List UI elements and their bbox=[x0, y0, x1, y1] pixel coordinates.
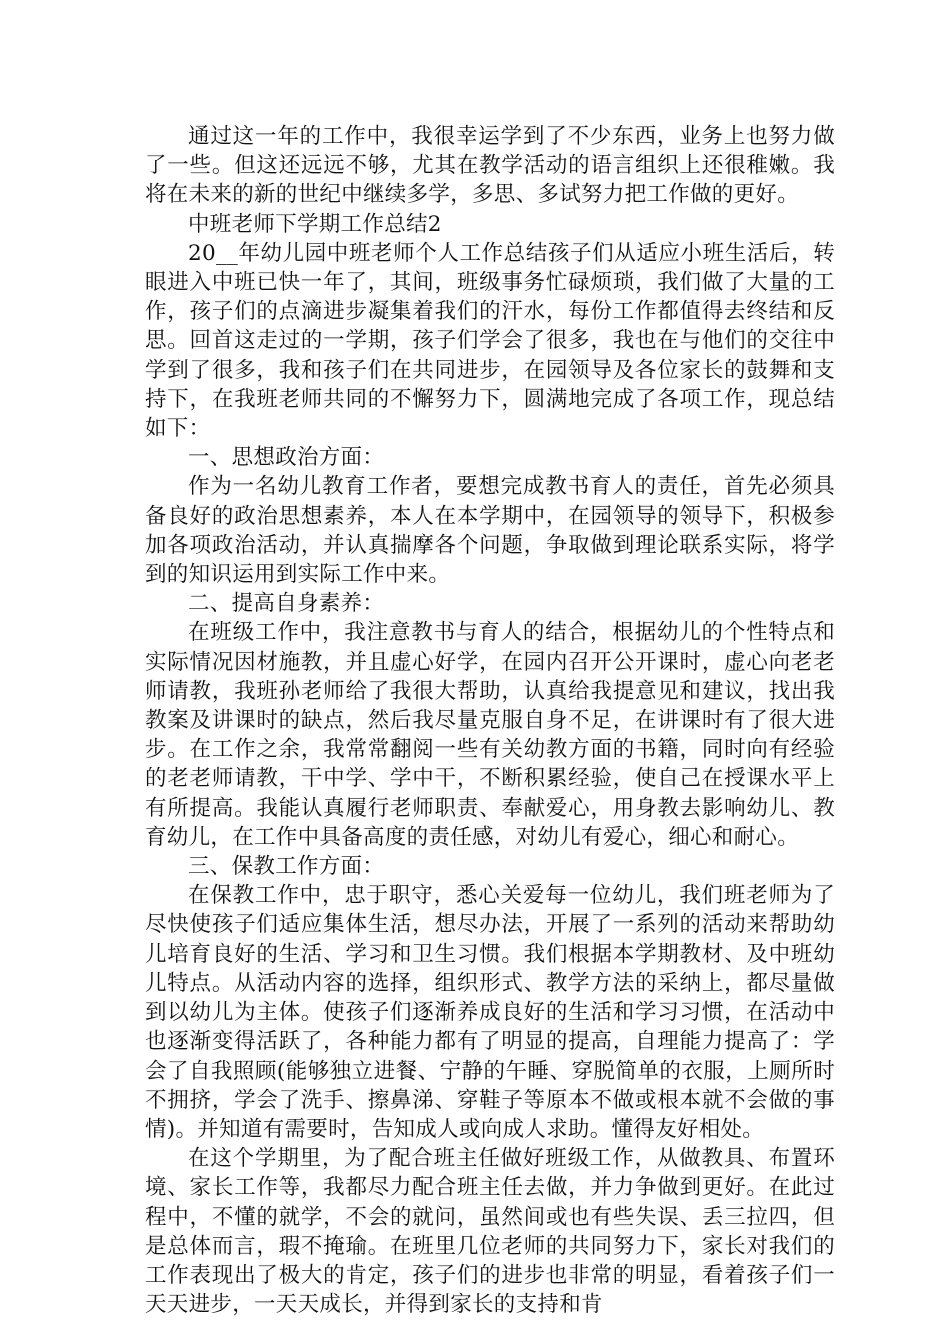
heading-care-education: 三、保教工作方面： bbox=[188, 854, 385, 880]
paragraph-intro: 通过这一年的工作中，我很幸运学到了不少东西，业务上也努力做了一些。但这还远远不够，尤其在教学活动的语言组织上还很稚嫩。我将在未来的新的世纪中继续多学，多思、多试努力把工作做的更好。 bbox=[145, 124, 835, 208]
document-page bbox=[145, 122, 835, 1319]
paragraph-overview: 20__年幼儿园中班老师个人工作总结孩子们从适应小班生活后，转眼进入中班已快一年了，其间，班级事务忙碌烦琐，我们做了大量的工作，孩子们的点滴进步凝集着我们的汗水，每份工作都值得去终结和反思。回首这走过的一学期，孩子们学会了很多，我也在与他们的交往中学到了很多，我和孩子们在共同进步，在园领导及各位家长的鼓舞和支持下，在我班老师共同的不懈努力下，圆满地完成了各项工作，现总结如下： bbox=[145, 240, 835, 442]
paragraph-political: 作为一名幼儿教育工作者，要想完成教书育人的责任，首先必须具备良好的政治思想素养，本人在本学期中，在园领导的领导下，积极参加各项政治活动，并认真揣摩各个问题，争取做到理论联系实际，将学到的知识运用到实际工作中来。 bbox=[145, 474, 835, 588]
heading-self-improvement: 二、提高自身素养： bbox=[188, 591, 385, 617]
paragraph-self-improvement: 在班级工作中，我注意教书与育人的结合，根据幼儿的个性特点和实际情况因材施教，并且虚心好学，在园内召开公开课时，虚心向老老师请教，我班孙老师给了我很大帮助，认真给我提意见和建议，找出我教案及讲课时的缺点，然后我尽量克服自身不足，在讲课时有了很大进步。在工作之余，我常常翻阅一些有关幼教方面的书籍，同时向有经验的老老师请教，干中学、学中干，不断积累经验，使自己在授课水平上有所提高。我能认真履行老师职责、奉献爱心，用身教去影响幼儿、教育幼儿，在工作中具备高度的责任感，对幼儿有爱心，细心和耐心。 bbox=[145, 620, 835, 850]
heading-political: 一、思想政治方面： bbox=[188, 445, 385, 471]
paragraph-care-education: 在保教工作中，忠于职守，悉心关爱每一位幼儿，我们班老师为了尽快使孩子们适应集体生活，想尽办法，开展了一系列的活动来帮助幼儿培育良好的生活、学习和卫生习惯。我们根据本学期教材、及中班幼儿特点。从活动内容的选择，组织形式、教学方法的采纳上，都尽量做到以幼儿为主体。使孩子们逐渐养成良好的生活和学习习惯，在活动中也逐渐变得活跃了，各种能力都有了明显的提高，自理能力提高了：学会了自我照顾(能够独立进餐、宁静的午睡、穿脱简单的衣服，上厕所时不拥挤，学会了洗手、擦鼻涕、穿鞋子等原本不做或根本就不会做的事情)。并知道有需要时，告知成人或向成人求助。懂得友好相处。 bbox=[145, 883, 835, 1142]
paragraph-semester: 在这个学期里，为了配合班主任做好班级工作，从做教具、布置环境、家长工作等，我都尽力配合班主任去做，并力争做到更好。在此过程中，不懂的就学，不会的就问，虽然间或也有些失误、丢三拉四，但是总体而言，瑕不掩瑜。在班里几位老师的共同努力下，家长对我们的工作表现出了极大的肯定，孩子们的进步也非常的明显，看着孩子们一天天进步，一天天成长，并得到家长的支持和肯 bbox=[145, 1146, 835, 1318]
section-title: 中班老师下学期工作总结2 bbox=[188, 211, 442, 237]
